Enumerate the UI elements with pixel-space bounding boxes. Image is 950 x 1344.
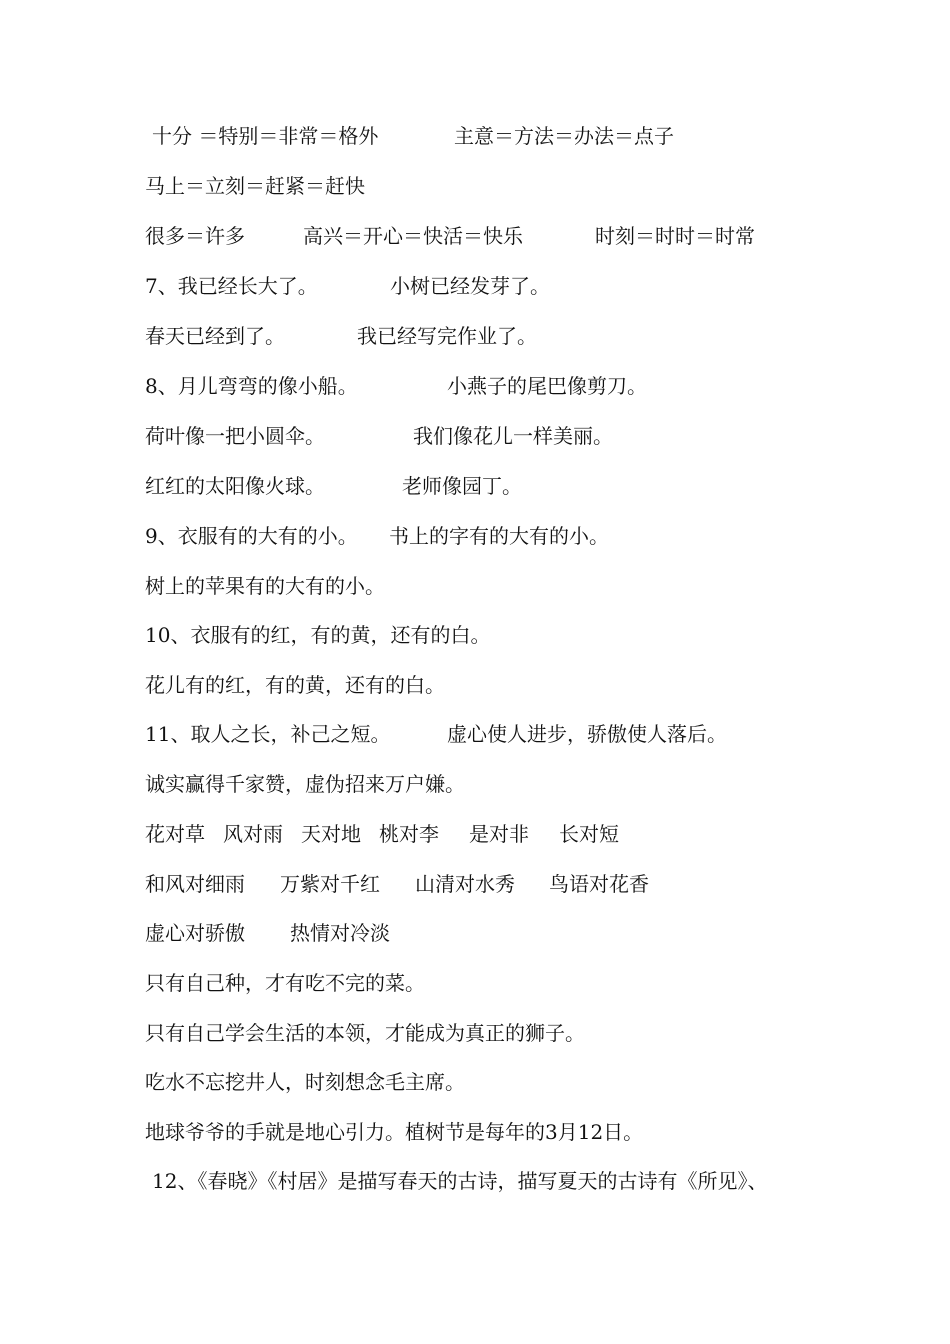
text-segment: 书上的字有的大有的小。	[389, 524, 609, 548]
text-segment: 只有自己学会生活的本领，才能成为真正的狮子。	[145, 1021, 585, 1045]
text-segment: 山清对水秀	[415, 872, 515, 896]
text-line-16	[145, 869, 649, 899]
text-line-4	[145, 271, 550, 301]
text-segment: 8、月儿弯弯的像小船。	[145, 374, 358, 398]
text-segment: 小树已经发芽了。	[390, 274, 550, 298]
text-line-2	[145, 171, 365, 201]
text-segment: 花儿有的红，有的黄，还有的白。	[145, 673, 445, 697]
text-segment: 地球爷爷的手就是地心引力。植树节是每年的3月12日。	[145, 1120, 644, 1144]
text-segment: 小燕子的尾巴像剪刀。	[447, 374, 647, 398]
text-segment: 11、取人之长，补己之短。	[145, 722, 391, 746]
text-segment: 主意＝方法＝办法＝点子	[454, 124, 674, 148]
text-line-12	[145, 670, 445, 700]
text-line-18	[145, 968, 425, 998]
text-segment: 吃水不忘挖井人，时刻想念毛主席。	[145, 1070, 465, 1094]
text-segment: 和风对细雨	[145, 872, 245, 896]
text-segment: 马上＝立刻＝赶紧＝赶快	[145, 174, 365, 198]
text-segment: 天对地	[301, 822, 361, 846]
text-line-10	[145, 571, 385, 601]
text-segment: 虚心对骄傲	[145, 921, 245, 945]
text-segment: 12、《春晓》《村居》是描写春天的古诗，描写夏天的古诗有《所见》、	[152, 1169, 768, 1193]
text-line-6	[145, 371, 647, 401]
text-segment: 很多＝许多	[145, 224, 245, 248]
text-segment: 7、我已经长大了。	[145, 274, 318, 298]
text-line-7	[145, 421, 613, 451]
text-segment: 9、衣服有的大有的小。	[145, 524, 358, 548]
text-line-15	[145, 819, 619, 849]
text-segment: 风对雨	[223, 822, 283, 846]
text-line-14	[145, 769, 465, 799]
text-segment: 只有自己种，才有吃不完的菜。	[145, 971, 425, 995]
text-line-1	[152, 121, 674, 151]
text-line-19	[145, 1018, 585, 1048]
text-segment: 荷叶像一把小圆伞。	[145, 424, 325, 448]
text-segment: 高兴＝开心＝快活＝快乐	[303, 224, 523, 248]
text-line-20	[145, 1067, 465, 1097]
text-line-9	[145, 521, 609, 551]
text-segment: 十分 ＝特别＝非常＝格外	[152, 124, 379, 148]
text-line-8	[145, 471, 522, 501]
text-segment: 长对短	[559, 822, 619, 846]
text-segment: 10、衣服有的红，有的黄，还有的白。	[145, 623, 491, 647]
text-segment: 时刻＝时时＝时常	[595, 224, 755, 248]
text-segment: 热情对冷淡	[290, 921, 390, 945]
text-segment: 鸟语对花香	[549, 872, 649, 896]
text-line-11	[145, 620, 490, 650]
text-line-13	[145, 719, 727, 749]
text-segment: 老师像园丁。	[402, 474, 522, 498]
text-segment: 春天已经到了。	[145, 324, 285, 348]
text-line-5	[145, 321, 537, 351]
text-segment: 是对非	[469, 822, 529, 846]
text-line-17	[145, 918, 390, 948]
text-segment: 万紫对千红	[280, 872, 380, 896]
text-segment: 红红的太阳像火球。	[145, 474, 325, 498]
text-segment: 我们像花儿一样美丽。	[413, 424, 613, 448]
text-line-21	[145, 1117, 643, 1147]
text-segment: 花对草	[145, 822, 205, 846]
text-segment: 树上的苹果有的大有的小。	[145, 574, 385, 598]
text-segment: 桃对李	[379, 822, 439, 846]
text-segment: 虚心使人进步，骄傲使人落后。	[447, 722, 727, 746]
text-line-22	[152, 1166, 767, 1196]
text-line-3	[145, 221, 755, 251]
text-segment: 诚实赢得千家赞，虚伪招来万户嫌。	[145, 772, 465, 796]
text-segment: 我已经写完作业了。	[357, 324, 537, 348]
